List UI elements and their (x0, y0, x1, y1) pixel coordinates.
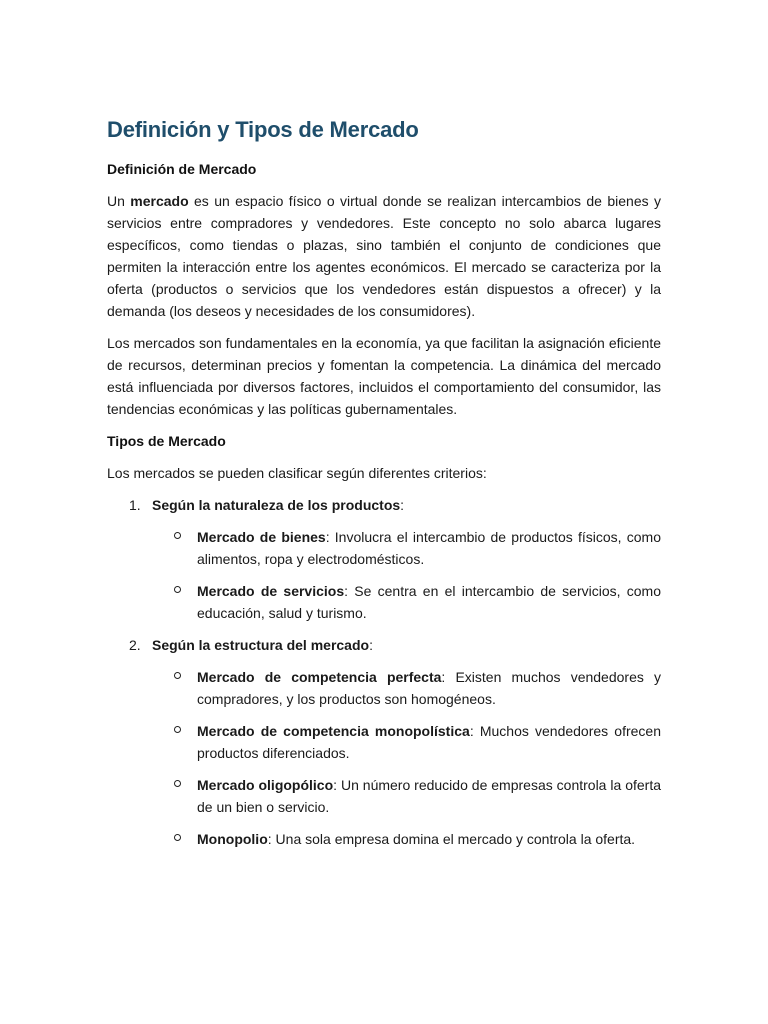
hollow-bullet-icon (174, 726, 181, 733)
market-type-item (152, 580, 661, 624)
document-page (107, 112, 661, 860)
market-type-description: : Una sola empresa domina el mercado y controla la oferta. (267, 831, 636, 847)
criterion-colon: : (369, 637, 373, 653)
criterion-item (107, 494, 661, 624)
para1-post: es un espacio físico o virtual donde se realizan intercambios de bienes y servicios entre compradores y vendedores. Este concepto no solo abarca lugares específicos, como tiendas o plazas, sino también el conjunto de condiciones que permiten la interacción entre los agentes económicos. El mercado se caracteriza por la oferta (productos o servicios que los vendedores están dispuestos a ofrecer) y la demanda (los deseos y necesidades de los consumidores). (107, 193, 661, 319)
criterion-label-bold: Según la naturaleza de los productos (152, 497, 401, 513)
definition-heading: Definición de Mercado (107, 161, 257, 177)
market-type-name: Mercado de competencia monopolística (197, 723, 470, 739)
hollow-bullet-icon (174, 780, 181, 787)
document-title: Definición y Tipos de Mercado (107, 117, 419, 142)
criterion-number: 2. (129, 637, 141, 653)
para1-pre: Un (107, 193, 131, 209)
definition-paragraph (107, 190, 661, 322)
hollow-bullet-icon (174, 834, 181, 841)
criterion-item (107, 634, 661, 850)
types-heading: Tipos de Mercado (107, 433, 226, 449)
market-type-item (152, 526, 661, 570)
market-type-name: Mercado de competencia perfecta (197, 669, 442, 685)
types-intro: Los mercados se pueden clasificar según diferentes criterios: (107, 465, 487, 481)
market-type-item (152, 720, 661, 764)
hollow-bullet-icon (174, 672, 181, 679)
market-type-description: : Involucra el intercambio de productos físicos, como alimentos, ropa y electrodomésticos. (197, 529, 661, 567)
criterion-label (152, 634, 661, 656)
criterion-number: 1. (129, 497, 141, 513)
market-type-description: : Un número reducido de empresas controla la oferta de un bien o servicio. (197, 777, 661, 815)
criterion-label-bold: Según la estructura del mercado (152, 637, 370, 653)
importance-paragraph: Los mercados son fundamentales en la economía, ya que facilitan la asignación eficiente de recursos, determinan precios y fomentan la competencia. La dinámica del mercado está influenciada por diversos factores, incluidos el comportamiento del consumidor, las tendencias económicas y las políticas gubernamentales. (107, 335, 661, 417)
criterion-colon: : (400, 497, 405, 513)
market-type-list (152, 666, 661, 850)
market-type-item (152, 774, 661, 818)
market-type-item (152, 828, 661, 850)
market-type-name: Mercado de servicios (197, 583, 345, 599)
para1-bold-term: mercado (130, 193, 189, 209)
market-type-description: : Existen muchos vendedores y compradores, y los productos son homogéneos. (197, 669, 662, 707)
criterion-label (152, 494, 661, 516)
market-type-list (152, 526, 661, 624)
market-type-description: : Se centra en el intercambio de servicios, como educación, salud y turismo. (197, 583, 662, 621)
market-type-name: Monopolio (197, 831, 268, 847)
market-type-name: Mercado oligopólico (197, 777, 334, 793)
hollow-bullet-icon (174, 586, 181, 593)
criteria-list (107, 494, 661, 850)
market-type-item (152, 666, 661, 710)
market-type-description: : Muchos vendedores ofrecen productos diferenciados. (197, 723, 661, 761)
hollow-bullet-icon (174, 532, 181, 539)
market-type-name: Mercado de bienes (197, 529, 326, 545)
